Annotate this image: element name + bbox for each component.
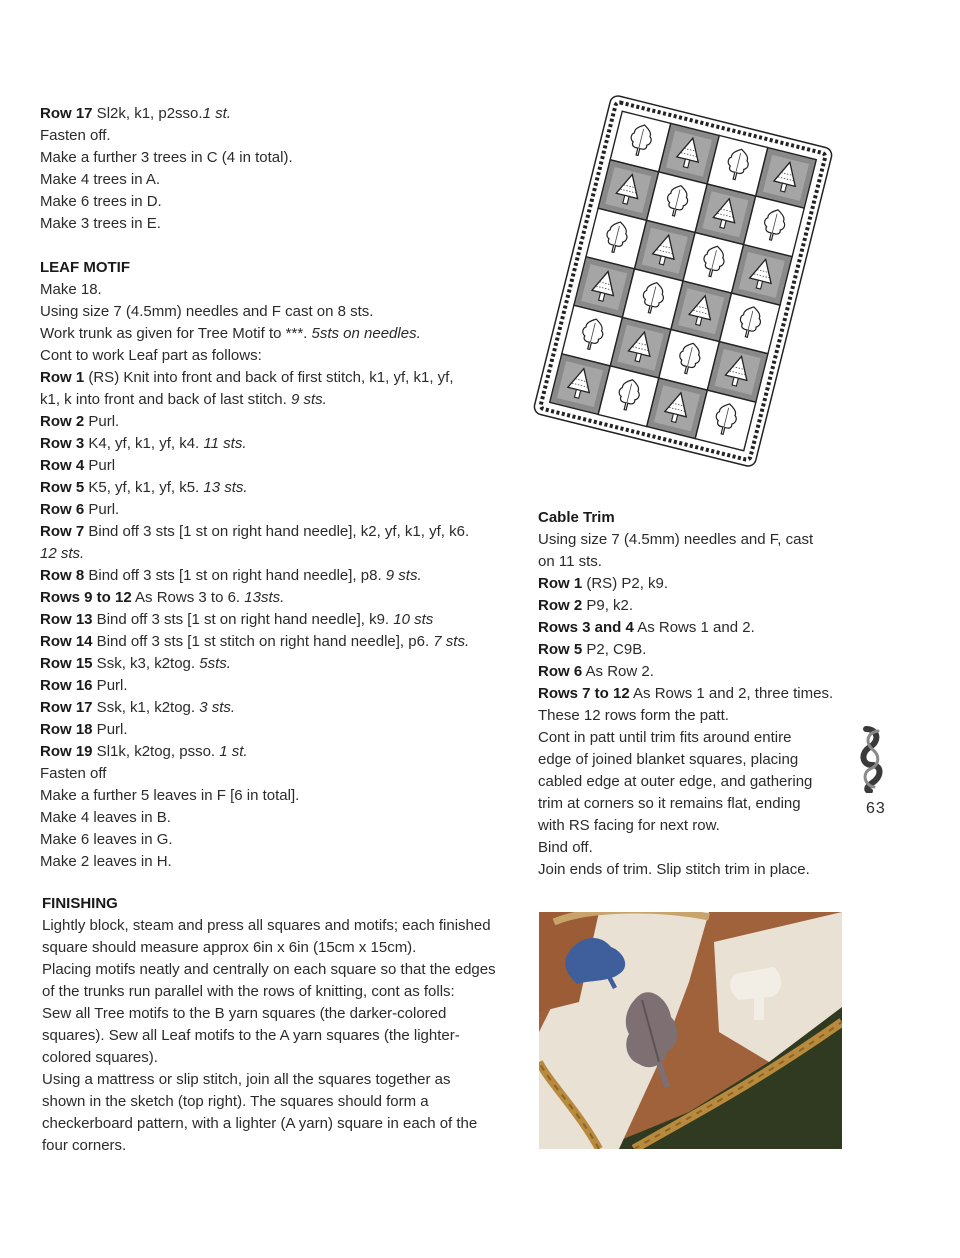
line-text: As Rows 1 and 2, three times. (629, 685, 834, 702)
line-text: shown in the sketch (top right). The squares should form a (42, 1093, 429, 1110)
line-text: Make 18. (40, 281, 102, 298)
line-text: Make 2 leaves in H. (40, 853, 172, 870)
line-text: Bind off 3 sts [1 st on right hand needle], k9. (92, 611, 394, 628)
line-text: Bind off. (538, 839, 593, 856)
stitch-count: 7 sts. (433, 633, 470, 650)
instruction-line (538, 551, 833, 573)
row-label: Row 13 (40, 611, 93, 628)
line-text: checkerboard pattern, with a lighter (A yarn) square in each of the (42, 1115, 478, 1132)
instruction-line (40, 125, 469, 147)
line-text: These 12 rows form the patt. (538, 707, 729, 724)
blanket-sketch (498, 66, 868, 496)
cable-trim-heading: Cable Trim (538, 509, 615, 526)
cable-trim-section (538, 507, 833, 881)
line-text: Lightly block, steam and press all squares and motifs; each finished (42, 917, 491, 934)
stitch-count: 9 sts. (290, 391, 327, 408)
line-text: Cont in patt until trim fits around entire (538, 729, 792, 746)
finishing-lines (42, 915, 496, 1157)
instruction-line (40, 565, 469, 587)
line-text: Purl. (84, 413, 120, 430)
line-text: Make 6 trees in D. (40, 193, 162, 210)
instruction-line (42, 981, 496, 1003)
line-text: Bind off 3 sts [1 st stitch on right hand needle], p6. (92, 633, 434, 650)
line-text: cabled edge at outer edge, and gathering (538, 773, 813, 790)
stitch-count: 3 sts. (199, 699, 236, 716)
line-text: Bind off 3 sts [1 st on right hand needle], k2, yf, k1, yf, k6. (84, 523, 470, 540)
row-label: Row 16 (40, 677, 93, 694)
line-text: K4, yf, k1, yf, k4. (84, 435, 204, 452)
row-label: Row 18 (40, 721, 93, 738)
row-label: Rows 7 to 12 (538, 685, 630, 702)
line-text: Placing motifs neatly and centrally on each square so that the edges (42, 961, 496, 978)
cable-icon (858, 725, 886, 793)
instruction-line (40, 521, 469, 543)
instruction-line (40, 389, 469, 411)
row-label: Row 19 (40, 743, 93, 760)
instruction-line (40, 147, 469, 169)
instruction-line (40, 851, 469, 873)
instruction-line (40, 103, 469, 125)
instruction-line (42, 915, 496, 937)
line-text: Ssk, k1, k2tog. (92, 699, 200, 716)
line-text: Work trunk as given for Tree Motif to ***. (40, 325, 312, 342)
line-text: colored squares). (42, 1049, 158, 1066)
line-text: Fasten off. (40, 127, 111, 144)
line-text: As Row 2. (582, 663, 654, 680)
line-text: trim at corners so it remains flat, ending (538, 795, 801, 812)
stitch-count: 11 sts. (203, 435, 247, 452)
line-text: Fasten off (40, 765, 107, 782)
line-text: Cont to work Leaf part as follows: (40, 347, 262, 364)
instruction-line (40, 653, 469, 675)
instruction-line (538, 617, 833, 639)
instruction-line (40, 807, 469, 829)
leaf-motif-heading: LEAF MOTIF (40, 259, 130, 276)
instruction-line (40, 785, 469, 807)
line-text: with RS facing for next row. (538, 817, 720, 834)
instruction-line (40, 829, 469, 851)
instruction-line (538, 749, 833, 771)
instruction-line (40, 191, 469, 213)
line-text: Sew all Tree motifs to the B yarn squares (the darker-colored (42, 1005, 447, 1022)
line-text: k1, k into front and back of last stitch. (40, 391, 291, 408)
instruction-line (40, 499, 469, 521)
instruction-line (42, 1003, 496, 1025)
line-text: (RS) P2, k9. (582, 575, 669, 592)
page-number: 63 (866, 800, 886, 817)
row-label: Row 8 (40, 567, 85, 584)
line-text: Using size 7 (4.5mm) needles and F, cast (538, 531, 814, 548)
line-text: P2, C9B. (582, 641, 647, 658)
instruction-line (42, 1069, 496, 1091)
stitch-count: 10 sts (393, 611, 434, 628)
line-text: Using size 7 (4.5mm) needles and F cast on 8 sts. (40, 303, 374, 320)
instruction-line (42, 1047, 496, 1069)
instruction-line (40, 169, 469, 191)
line-text: Make a further 5 leaves in F [6 in total]. (40, 787, 300, 804)
instruction-line (40, 675, 469, 697)
instruction-line (40, 477, 469, 499)
instruction-line (40, 279, 469, 301)
instruction-line (538, 705, 833, 727)
line-text: of the trunks run parallel with the rows of knitting, cont as folls: (42, 983, 455, 1000)
row-label: Row 14 (40, 633, 93, 650)
stitch-count: 9 sts. (385, 567, 422, 584)
row-label: Rows 3 and 4 (538, 619, 634, 636)
tree-motif-end-section (40, 103, 469, 873)
instruction-line (40, 741, 469, 763)
instruction-line (538, 595, 833, 617)
stitch-count: 12 sts. (40, 545, 85, 562)
stitch-count: 13 sts. (203, 479, 248, 496)
line-text: P9, k2. (582, 597, 634, 614)
line-text: Bind off 3 sts [1 st on right hand needle], p8. (84, 567, 386, 584)
finishing-section (42, 893, 496, 1157)
row-label: Row 3 (40, 435, 85, 452)
line-text: squares). Sew all Leaf motifs to the A yarn squares (the lighter- (42, 1027, 460, 1044)
line-text: Purl. (84, 501, 120, 518)
stitch-count: 13sts. (244, 589, 285, 606)
instruction-line (538, 815, 833, 837)
instruction-line (538, 859, 833, 881)
row-label: Row 1 (40, 369, 85, 386)
line-text: Make 3 trees in E. (40, 215, 161, 232)
instruction-line (40, 609, 469, 631)
line-text: Make 4 trees in A. (40, 171, 161, 188)
line-text: Make 6 leaves in G. (40, 831, 173, 848)
row-label: Row 2 (538, 597, 583, 614)
row-label: Rows 9 to 12 (40, 589, 132, 606)
instruction-line (40, 763, 469, 785)
stitch-count: 1 st. (202, 105, 231, 122)
line-text: Ssk, k3, k2tog. (92, 655, 200, 672)
line-text: As Rows 1 and 2. (633, 619, 755, 636)
line-text: (RS) Knit into front and back of first stitch, k1, yf, k1, yf, (84, 369, 454, 386)
instruction-line (42, 1091, 496, 1113)
row-label: Row 17 (40, 105, 93, 122)
instruction-line (42, 1113, 496, 1135)
line-text: square should measure approx 6in x 6in (15cm x 15cm). (42, 939, 417, 956)
instruction-line (40, 367, 469, 389)
instruction-line (40, 345, 469, 367)
blanket-photo (539, 912, 842, 1149)
instruction-line (538, 529, 833, 551)
cable-trim-lines (538, 529, 833, 881)
line-text: edge of joined blanket squares, placing (538, 751, 799, 768)
instruction-line (42, 1135, 496, 1157)
finishing-heading: FINISHING (42, 895, 118, 912)
row-label: Row 5 (40, 479, 85, 496)
instruction-line (538, 771, 833, 793)
instruction-line (40, 631, 469, 653)
instruction-line (40, 719, 469, 741)
instruction-line (538, 573, 833, 595)
row-label: Row 7 (40, 523, 85, 540)
stitch-count: 5sts on needles. (311, 325, 421, 342)
instruction-line (40, 301, 469, 323)
sketch-grid (533, 94, 834, 467)
instruction-line (40, 213, 469, 235)
line-text: Using a mattress or slip stitch, join all the squares together as (42, 1071, 451, 1088)
instruction-line (42, 1025, 496, 1047)
stitch-count: 1 st. (219, 743, 248, 760)
line-text: Make 4 leaves in B. (40, 809, 171, 826)
line-text: Purl (84, 457, 116, 474)
instruction-line (40, 697, 469, 719)
instruction-line (538, 727, 833, 749)
row-label: Row 1 (538, 575, 583, 592)
row-label: Row 5 (538, 641, 583, 658)
row-label: Row 6 (40, 501, 85, 518)
instruction-line (538, 639, 833, 661)
instruction-line (40, 433, 469, 455)
line-text: four corners. (42, 1137, 127, 1154)
instruction-line (42, 959, 496, 981)
line-text: K5, yf, k1, yf, k5. (84, 479, 204, 496)
instruction-line (538, 793, 833, 815)
instruction-line (40, 587, 469, 609)
line-text: Make a further 3 trees in C (4 in total). (40, 149, 293, 166)
stitch-count: 5sts. (199, 655, 231, 672)
instruction-line (538, 683, 833, 705)
row-label: Row 2 (40, 413, 85, 430)
instruction-line (40, 411, 469, 433)
line-text: Purl. (92, 677, 128, 694)
instruction-line (538, 837, 833, 859)
row-label: Row 4 (40, 457, 85, 474)
instruction-line (40, 323, 469, 345)
line-text: Join ends of trim. Slip stitch trim in place. (538, 861, 810, 878)
line-text: As Rows 3 to 6. (131, 589, 245, 606)
row-label: Row 15 (40, 655, 93, 672)
instruction-line (42, 937, 496, 959)
instruction-line (40, 543, 469, 565)
row-label: Row 6 (538, 663, 583, 680)
leaf-motif-lines (40, 279, 469, 873)
line-text: Purl. (92, 721, 128, 738)
line-text: Sl2k, k1, p2sso. (92, 105, 203, 122)
row-label: Row 17 (40, 699, 93, 716)
tree-lines (40, 103, 469, 235)
instruction-line (538, 661, 833, 683)
instruction-line (40, 455, 469, 477)
line-text: on 11 sts. (538, 553, 602, 570)
line-text: Sl1k, k2tog, psso. (92, 743, 220, 760)
